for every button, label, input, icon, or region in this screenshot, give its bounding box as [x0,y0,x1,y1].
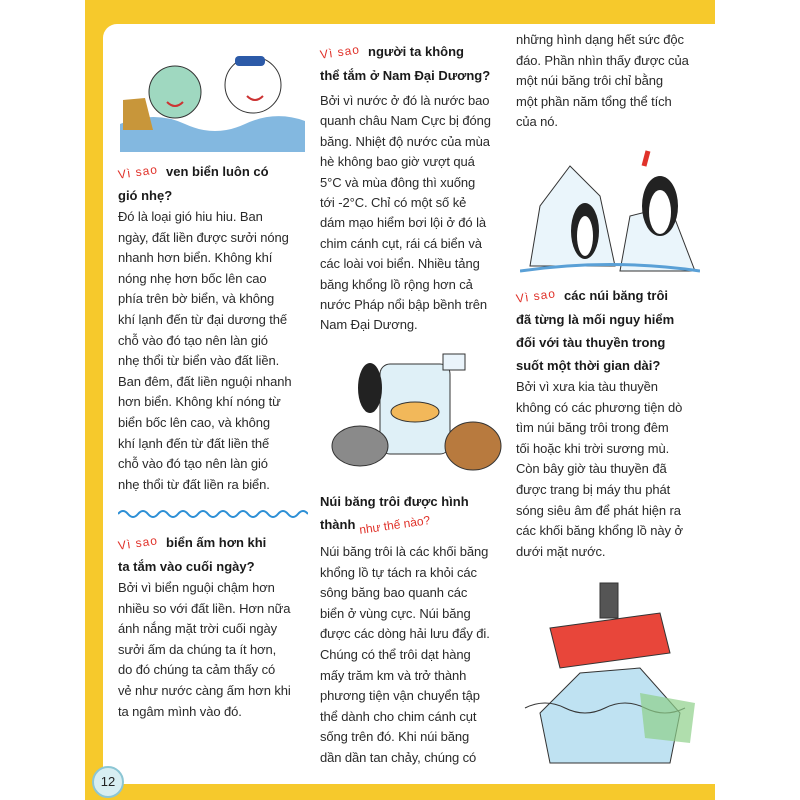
section-title [320,40,510,87]
nhu-the-nao-label: như thế nào? [358,513,431,537]
section-body: Bởi vì xưa kia tàu thuyền không có các phương tiện dò tìm núi băng trôi trong đêm tối hoặc khi trời sương mù. Còn bây giờ tàu thuyền đã được trang bị máy thu phát sóng siêu âm để phát hiện ra các khối băng khổng lồ này ở dưới mặt nước. [516,379,683,559]
penguins-iceberg-illustration [520,148,700,276]
title-text: các núi băng trôi đã từng là mối nguy hiểm đối với tàu thuyền trong suốt một thời gian dài? [516,288,675,373]
section-body: những hình dạng hết sức độc đáo. Phần nhìn thấy được của một núi băng trôi chỉ bằng một phần năm tổng thể tích của nó. [516,32,689,130]
section-title [118,531,308,578]
section-body: Bởi vì biển nguội chậm hơn nhiều so với đất liền. Hơn nữa ánh nắng mặt trời cuối ngày sưởi ấm da chúng ta ít hơn, do đó chúng ta cảm thấy có vẻ như nước càng ấm hơn khi ta ngâm mình vào đó. [118,580,291,719]
vi-sao-label: Vì sao [319,42,361,62]
title-text: Núi băng trôi được hình thành [320,494,469,532]
section-title [118,160,308,207]
section-southern-ocean [320,40,510,336]
clouds-sea-illustration [115,32,305,152]
vi-sao-label: Vì sao [515,286,557,306]
polar-animals-illustration [325,346,505,484]
title-text: ven biển luôn có gió nhẹ? [118,164,269,203]
page-number: 12 [92,766,124,798]
title-text: người ta không thể tắm ở Nam Đại Dương? [320,44,491,83]
section-body: Bởi vì nước ở đó là nước bao quanh châu Nam Cực bị đóng băng. Nhiệt độ nước của mùa hè không bao giờ vượt quá 5°C và mùa đông thì xuống tới -2°C. Chỉ có một số kẻ dám mạo hiểm bơi lội ở đó là chim cánh cụt, rái cá biển và các loài voi biển. Nhiều tảng băng khổng lồ rộng hơn cả nước Pháp nổi bập bềnh trên Nam Đại Dương. [320,93,491,333]
section-body: Núi băng trôi là các khối băng khổng lồ tự tách ra khỏi các sông băng bao quanh các biển ở vùng cực. Núi băng được các dòng hải lưu đẩy đi. Chúng có thể trôi dạt hàng mấy trăm km và trở thành phương tiện vận chuyển tập thể dành cho chim cánh cụt sống trên đó. Khi núi băng dần dần tan chảy, chúng có [320,544,490,765]
section-iceberg-formation-cont [516,30,711,133]
section-body: Đó là loại gió hiu hiu. Ban ngày, đất liền được sưởi nóng nhanh hơn biển. Không khí nóng nhẹ hơn bốc lên cao phía trên bờ biển, và không khí lạnh đến từ đại dương thế chỗ vào đó tạo nên làn gió nhẹ thổi từ biển vào đất liền. Ban đêm, đất liền nguội nhanh hơn biển. Không khí nóng từ biển bốc lên cao, và không khí lạnh đến từ đất liền thế chỗ vào đó tạo nên làn gió nhẹ thổi từ đất liền ra biển. [118,209,292,492]
section-iceberg-danger [516,284,711,562]
vi-sao-label: Vì sao [117,162,159,182]
section-coastal-breeze [118,160,308,495]
section-title [320,490,510,537]
section-warm-sea [118,531,308,722]
wavy-divider [118,508,308,520]
section-iceberg-formation [320,490,510,769]
ship-iceberg-illustration [520,578,700,768]
vi-sao-label: Vì sao [117,533,159,553]
section-title [516,284,711,377]
title-text: biển ấm hơn khi ta tắm vào cuối ngày? [118,535,267,574]
